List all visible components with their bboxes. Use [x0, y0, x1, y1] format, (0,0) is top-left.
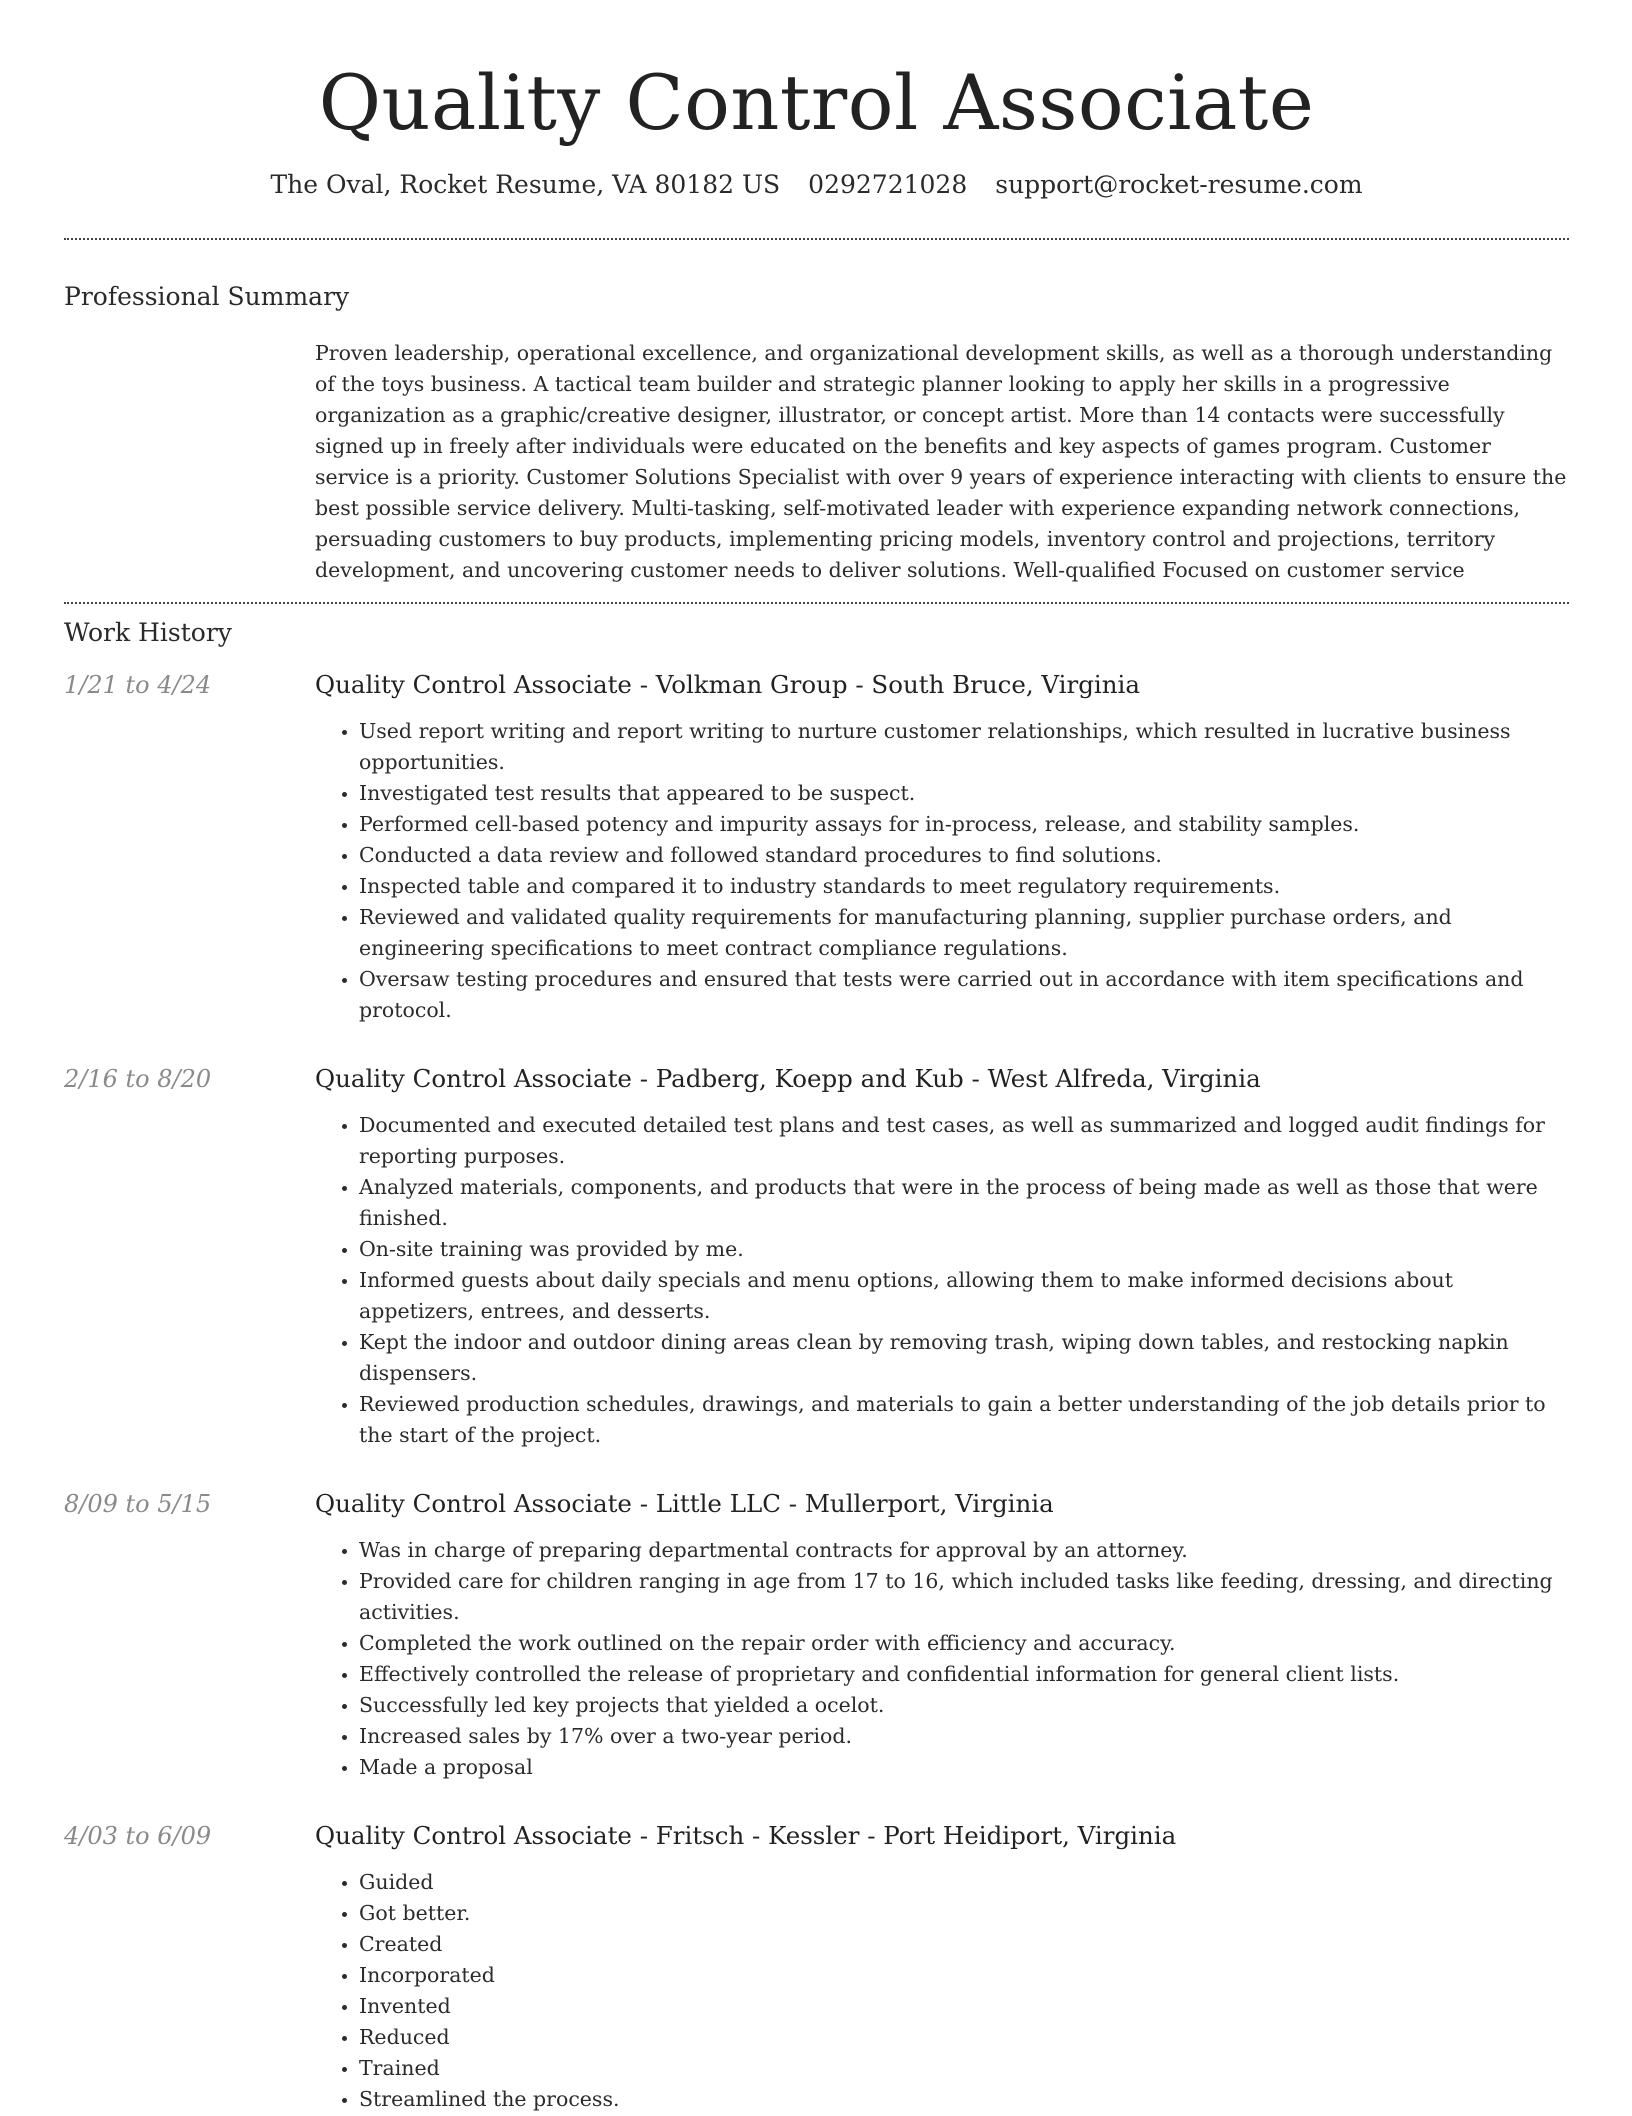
- job-body: [315, 1062, 1569, 1451]
- job-bullet: • Created: [359, 1929, 1569, 1960]
- contact-phone: 0292721028: [808, 170, 968, 199]
- job-dates: 4/03 to 6/09: [64, 1822, 212, 1850]
- divider: [64, 602, 1569, 604]
- job-bullet-list: [315, 1535, 1569, 1783]
- work-history-entry: [64, 668, 1569, 1026]
- contact-email: support@rocket-resume.com: [995, 170, 1363, 199]
- job-bullet: • Got better.: [359, 1898, 1569, 1929]
- job-bullet: • Guided: [359, 1867, 1569, 1898]
- job-bullet: • Performed cell-based potency and impurity assays for in-process, release, and stability samples.: [359, 809, 1569, 840]
- job-bullet: • Used report writing and report writing to nurture customer relationships, which resulted in lucrative business opportunities.: [359, 716, 1569, 778]
- contact-line: [64, 168, 1569, 202]
- job-bullet-list: [315, 716, 1569, 1026]
- job-dates: 1/21 to 4/24: [64, 671, 212, 699]
- job-bullet: • Conducted a data review and followed standard procedures to find solutions.: [359, 840, 1569, 871]
- job-bullet: • Documented and executed detailed test plans and test cases, as well as summarized and logged audit findings for reporting purposes.: [359, 1110, 1569, 1172]
- resume-name: Quality Control Associate: [318, 58, 1315, 147]
- job-body: [315, 1487, 1569, 1783]
- job-bullet: • Investigated test results that appeared to be suspect.: [359, 778, 1569, 809]
- contact-address: The Oval, Rocket Resume, VA 80182 US: [270, 170, 781, 199]
- job-bullet: • Informed guests about daily specials and menu options, allowing them to make informed decisions about appetizers, entrees, and desserts.: [359, 1265, 1569, 1327]
- job-bullet: • Made a proposal: [359, 1752, 1569, 1783]
- job-bullet: • Provided care for children ranging in age from 17 to 16, which included tasks like feeding, dressing, and directing activities.: [359, 1566, 1569, 1628]
- job-bullet-list: [315, 1110, 1569, 1451]
- job-bullet: • Streamlined the process.: [359, 2084, 1569, 2115]
- job-dates: 8/09 to 5/15: [64, 1490, 212, 1518]
- job-bullet: • Was in charge of preparing departmental contracts for approval by an attorney.: [359, 1535, 1569, 1566]
- job-bullet: • Reduced: [359, 2022, 1569, 2053]
- job-bullet: • Analyzed materials, components, and products that were in the process of being made as well as those that were finished.: [359, 1172, 1569, 1234]
- work-history-section-title: Work History: [64, 618, 232, 647]
- job-bullet: • Increased sales by 17% over a two-year period.: [359, 1721, 1569, 1752]
- job-bullet: • Completed the work outlined on the repair order with efficiency and accuracy.: [359, 1628, 1569, 1659]
- work-history-list: [64, 668, 1569, 2115]
- job-dates: 2/16 to 8/20: [64, 1065, 212, 1093]
- job-bullet-list: [315, 1867, 1569, 2115]
- job-title: Quality Control Associate - Volkman Group - South Bruce, Virginia: [315, 670, 1140, 699]
- job-title: Quality Control Associate - Little LLC - Mullerport, Virginia: [315, 1489, 1054, 1518]
- resume-page: [64, 0, 1569, 2115]
- job-title: Quality Control Associate - Fritsch - Kessler - Port Heidiport, Virginia: [315, 1821, 1177, 1850]
- job-bullet: • Oversaw testing procedures and ensured that tests were carried out in accordance with item specifications and protocol.: [359, 964, 1569, 1026]
- divider: [64, 238, 1569, 240]
- job-bullet: • Successfully led key projects that yielded a ocelot.: [359, 1690, 1569, 1721]
- summary-text: Proven leadership, operational excellence, and organizational development skills, as well as a thorough understanding of the toys business. A tactical team builder and strategic planner looking to apply her skills in a progressive organization as a graphic/creative designer, illustrator, or concept artist. More than 14 contacts were successfully signed up in freely after individuals were educated on the benefits and key aspects of games program. Customer service is a priority. Customer Solutions Specialist with over 9 years of experience interacting with clients to ensure the best possible service delivery. Multi-tasking, self-motivated leader with experience expanding network connections, persuading customers to buy products, implementing pricing models, inventory control and projections, territory development, and uncovering customer needs to deliver solutions. Well-qualified Focused on customer service: [315, 341, 1567, 582]
- job-bullet: • On-site training was provided by me.: [359, 1234, 1569, 1265]
- work-history-entry: [64, 1062, 1569, 1451]
- job-bullet: • Effectively controlled the release of proprietary and confidential information for general client lists.: [359, 1659, 1569, 1690]
- job-bullet: • Invented: [359, 1991, 1569, 2022]
- job-bullet: • Inspected table and compared it to industry standards to meet regulatory requirements.: [359, 871, 1569, 902]
- job-bullet: • Reviewed and validated quality requirements for manufacturing planning, supplier purchase orders, and engineering specifications to meet contract compliance regulations.: [359, 902, 1569, 964]
- job-bullet: • Trained: [359, 2053, 1569, 2084]
- job-title: Quality Control Associate - Padberg, Koepp and Kub - West Alfreda, Virginia: [315, 1064, 1261, 1093]
- job-body: [315, 668, 1569, 1026]
- work-history-entry: [64, 1487, 1569, 1783]
- job-bullet: • Kept the indoor and outdoor dining areas clean by removing trash, wiping down tables, and restocking napkin dispensers.: [359, 1327, 1569, 1389]
- summary-section-title: Professional Summary: [64, 282, 350, 311]
- work-history-entry: [64, 1819, 1569, 2115]
- job-bullet: • Incorporated: [359, 1960, 1569, 1991]
- job-bullet: • Reviewed production schedules, drawings, and materials to gain a better understanding of the job details prior to the start of the project.: [359, 1389, 1569, 1451]
- job-body: [315, 1819, 1569, 2115]
